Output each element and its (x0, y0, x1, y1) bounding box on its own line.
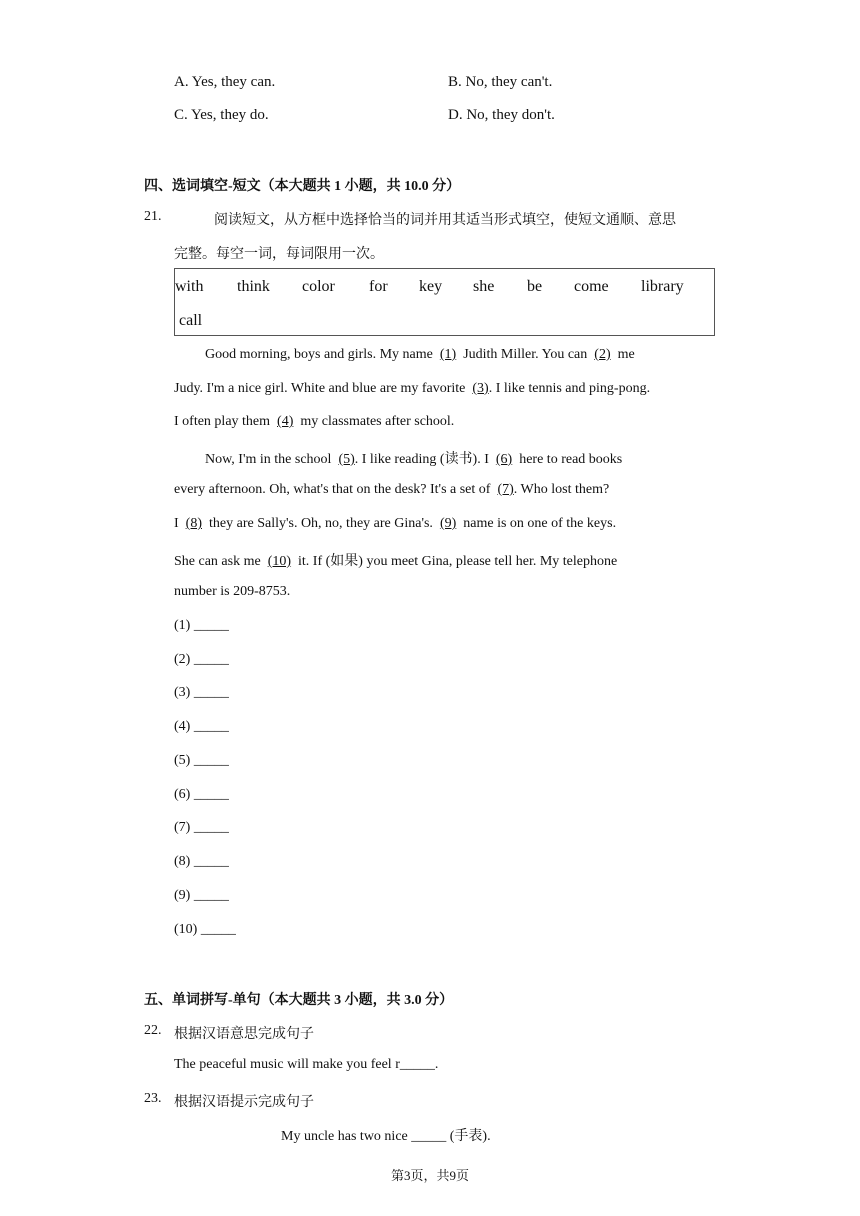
answer-row[interactable]: (4) _____ (174, 719, 229, 734)
question-sentence: The peaceful music will make you feel r_____. (174, 1057, 439, 1072)
answer-row[interactable]: (3) _____ (174, 685, 229, 700)
word-bank-item: be (527, 278, 543, 295)
passage-line: Good morning, boys and girls. My name (1) Judith Miller. You can (2) me (205, 347, 635, 362)
passage-line: Judy. I'm a nice girl. White and blue are my favorite (3). I like tennis and ping-pong. (174, 381, 651, 396)
answer-blank[interactable]: _____ (193, 719, 229, 734)
passage-blank: (2) (594, 347, 611, 362)
section-heading-suffix: 分） (425, 993, 454, 1008)
answer-blank[interactable]: _____ (193, 854, 229, 869)
question-number: 23. (144, 1091, 162, 1106)
answer-row[interactable]: (2) _____ (174, 652, 229, 667)
option-c: C. Yes, they do. (174, 107, 269, 123)
answer-blank[interactable]: _____ (193, 787, 229, 802)
section-heading-count: 3 (334, 993, 342, 1008)
section-heading-mid: 小题，共 (344, 179, 401, 194)
passage-blank: (4) (277, 414, 294, 429)
section-heading-prefix: 五、单词拼写-单句（本大题共 (144, 993, 331, 1008)
passage-blank: (8) (185, 516, 202, 531)
section-heading-5 (144, 989, 453, 1009)
answer-row[interactable]: (9) _____ (174, 888, 229, 903)
passage-blank: (7) (497, 482, 514, 497)
passage-blank: (9) (439, 516, 457, 531)
question-sentence: My uncle has two nice _____ (手表). (281, 1129, 491, 1144)
answer-row[interactable]: (1) _____ (174, 618, 229, 633)
word-bank-item: for (369, 278, 388, 295)
passage-blank: (3) (472, 381, 489, 396)
answer-row[interactable]: (10) _____ (174, 922, 236, 937)
passage-line: I (8) they are Sally's. Oh, no, they are Gina's. (9) name is on one of the keys. (174, 516, 617, 531)
word-bank-item: color (302, 278, 335, 295)
section-heading-points: 10.0 (404, 179, 429, 194)
question-number: 21. (144, 209, 162, 224)
answer-row[interactable]: (7) _____ (174, 820, 229, 835)
passage-blank: (10) (267, 554, 292, 569)
word-bank-item: call (179, 312, 203, 329)
option-a: A. Yes, they can. (174, 74, 276, 90)
answer-blank[interactable]: _____ (193, 685, 229, 700)
answer-blank[interactable]: _____ (193, 753, 229, 768)
passage-line: every afternoon. Oh, what's that on the desk? It's a set of (7). Who lost them? (174, 482, 610, 497)
passage-line: Now, I'm in the school (5). I like reading (读书). I (6) here to read books (205, 452, 623, 467)
section-heading-suffix: 分） (432, 179, 461, 194)
passage-blank: (6) (495, 452, 513, 467)
passage-line: She can ask me (10) it. If (如果) you meet Gina, please tell her. My telephone (174, 554, 618, 569)
section-heading-points: 3.0 (404, 993, 422, 1008)
word-bank-item: library (641, 278, 684, 295)
section-heading-prefix: 四、选词填空-短文（本大题共 (144, 179, 331, 194)
passage-blank: (1) (439, 347, 457, 362)
word-bank-item: she (473, 278, 495, 295)
section-heading-4 (144, 175, 460, 195)
answer-blank[interactable]: _____ (193, 618, 229, 633)
passage-line: number is 209-8753. (174, 584, 291, 599)
answer-row[interactable]: (6) _____ (174, 787, 229, 802)
word-bank-item: with (175, 278, 204, 295)
passage-line: I often play them (4) my classmates after school. (174, 414, 455, 429)
section-heading-count: 1 (334, 179, 342, 194)
question-instruction: 根据汉语提示完成句子 (174, 1095, 314, 1110)
passage-blank: (5) (338, 452, 355, 467)
word-bank-item: think (237, 278, 270, 295)
question-number: 22. (144, 1023, 162, 1038)
answer-blank[interactable]: _____ (200, 922, 236, 937)
page-footer: 第3页，共9页 (390, 1168, 469, 1183)
answer-row[interactable]: (8) _____ (174, 854, 229, 869)
section-heading-mid: 小题，共 (344, 993, 401, 1008)
word-bank-item: come (574, 278, 609, 295)
answer-blank[interactable]: _____ (193, 820, 229, 835)
option-d: D. No, they don't. (448, 107, 555, 123)
answer-blank[interactable]: _____ (193, 652, 229, 667)
answer-row[interactable]: (5) _____ (174, 753, 229, 768)
option-b: B. No, they can't. (448, 74, 553, 90)
question-instruction: 根据汉语意思完成句子 (174, 1027, 314, 1042)
word-bank-item: key (419, 278, 443, 295)
word-bank-box (174, 268, 715, 336)
question-instruction: 阅读短文，从方框中选择恰当的词并用其适当形式填空，使短文通顺、意思 (214, 213, 676, 228)
question-instruction-cont: 完整。每空一词，每词限用一次。 (174, 247, 384, 262)
answer-blank[interactable]: _____ (193, 888, 229, 903)
